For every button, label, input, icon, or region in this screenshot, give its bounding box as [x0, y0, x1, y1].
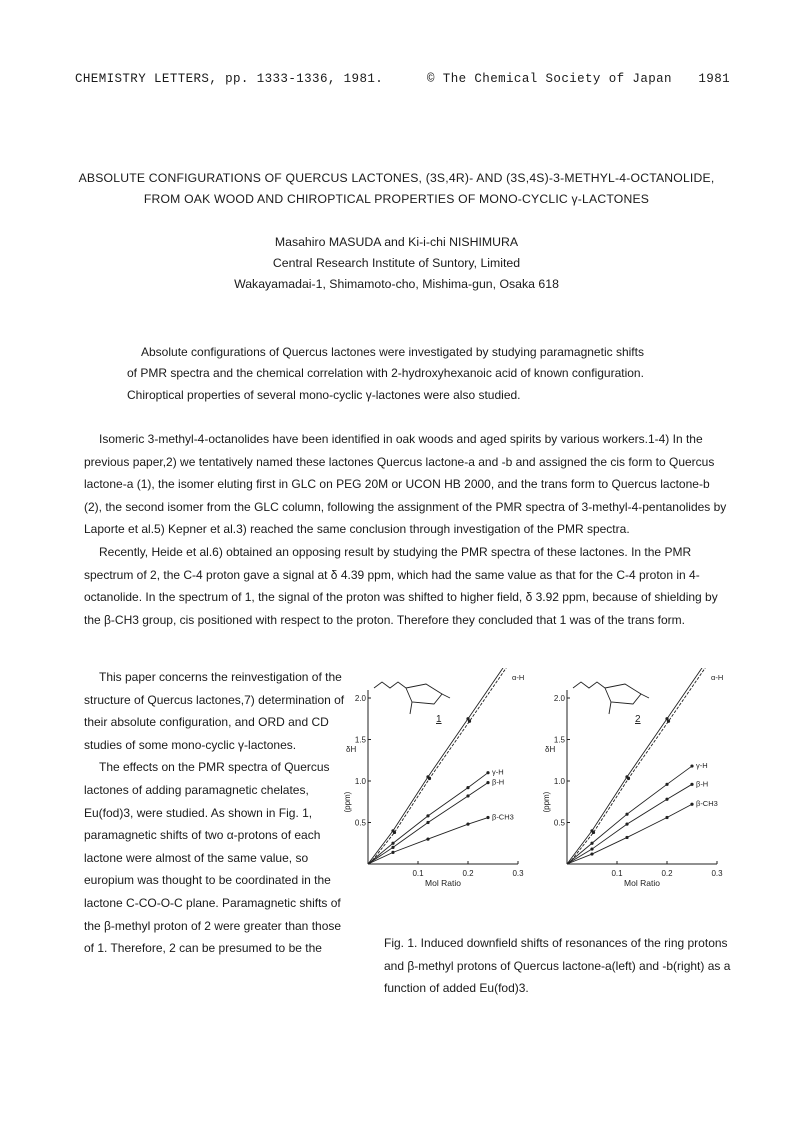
- data-point: [393, 831, 396, 834]
- data-point: [426, 838, 429, 841]
- y-tick-label: 1.0: [354, 777, 366, 786]
- paragraph-1: Isomeric 3-methyl-4-octanolides have been identified in oak woods and aged spirits by various workers.1-4) In the previous paper,2) we tentatively named these lactones Quercus lactone-a and -b and assigned the cis form to Quercus lactone-a (1), the isomer eluting first in GLC on PEG 20M or UCON HB 2000, and the trans form to Quercus lactone-b (2), the second isomer from the GLC column, following the assignment of the PMR spectra of 3-methyl-4-pentanolides by Laporte et al.5) Kepner et al.3) reached the same conclusion through investigation of the PMR spectra.: [84, 432, 727, 537]
- y-tick-label: 1.0: [553, 777, 565, 786]
- y-tick-label: 1.5: [354, 735, 366, 745]
- compound-label: 1: [436, 714, 442, 725]
- data-point: [627, 777, 630, 780]
- y-axis-label-dh: δH: [545, 744, 556, 754]
- data-point: [665, 798, 668, 801]
- data-point: [592, 831, 595, 834]
- x-tick-label: 0.2: [661, 869, 673, 878]
- data-point: [486, 771, 489, 774]
- data-point: [466, 823, 469, 826]
- data-point: [625, 836, 628, 839]
- data-point: [391, 842, 394, 845]
- figure-panel-left: [338, 668, 538, 896]
- data-point: [667, 720, 670, 723]
- x-axis-label: Mol Ratio: [425, 878, 461, 888]
- compound-label: 2: [635, 714, 641, 725]
- title-line-2: FROM OAK WOOD AND CHIROPTICAL PROPERTIES OF MONO-CYCLIC γ-LACTONES: [143, 192, 650, 206]
- lactone-structure-icon: [573, 682, 649, 714]
- left-column: [84, 666, 352, 960]
- data-point: [426, 814, 429, 817]
- y-tick-label: 0.5: [553, 818, 565, 828]
- data-point: [665, 783, 668, 786]
- data-point: [625, 813, 628, 816]
- body-full-width: [84, 428, 729, 631]
- series-line: [368, 773, 488, 864]
- paragraph-2: Recently, Heide et al.6) obtained an opposing result by studying the PMR spectra of these lactones. In the PMR spectrum of 2, the C-4 proton gave a signal at δ 4.39 ppm, which had the same value as that for the C-4 proton in 4-octanolide. In the spectrum of 1, the signal of the proton was shifted to higher field, δ 3.92 ppm, because of shielding by the β-CH3 group, cis positioned with respect to the proton. Therefore they concluded that 1 was of the trans form.: [84, 544, 718, 627]
- abstract: [127, 342, 687, 406]
- carbonyl-bond: [641, 694, 649, 698]
- data-point: [590, 842, 593, 845]
- copyright: © The Chemical Society of Japan: [427, 72, 672, 86]
- paragraph-4: The effects on the PMR spectra of Quercus lactones of adding paramagnetic chelates, Eu(fod)3, were studied. As shown in Fig. 1, paramagnetic shifts of two α-protons of each lactone were almost of the same value, so europium was thought to be coordinated in the lactone C-CO-O-C plane. Paramagnetic shifts of the β-methyl proton of 2 were greater than those of 1. Therefore, 2 can be presumed to be the: [84, 760, 342, 956]
- methyl-bond: [609, 702, 611, 714]
- y-axis-label-unit: (ppm): [542, 791, 551, 813]
- data-point: [690, 764, 693, 767]
- data-point: [486, 781, 489, 784]
- figure-panel-right: [537, 668, 737, 896]
- series-label: β-CH3: [492, 812, 514, 822]
- lactone-ring: [406, 684, 442, 704]
- author-names: Masahiro MASUDA and Ki-i-chi NISHIMURA: [274, 235, 519, 249]
- data-point: [391, 851, 394, 854]
- data-point: [466, 786, 469, 789]
- year: 1981: [698, 72, 730, 86]
- y-tick-label: 2.0: [553, 694, 565, 703]
- x-tick-label: 0.3: [711, 869, 723, 878]
- x-axis-label: Mol Ratio: [624, 878, 660, 888]
- series-label: β-H: [492, 777, 505, 787]
- address: Wakayamadai-1, Shimamoto-cho, Mishima-gun, Osaka 618: [234, 277, 559, 291]
- data-point: [665, 816, 668, 819]
- paragraph-3: This paper concerns the reinvestigation of the structure of Quercus lactones,7) determination of their absolute configuration, and ORD and CD studies of some mono-cyclic γ-lactones.: [84, 670, 345, 752]
- figure-caption: Fig. 1. Induced downfield shifts of resonances of the ring protons and β-methyl protons of Quercus lactone-a(left) and -b(right) as a function of added Eu(fod)3.: [384, 936, 731, 995]
- x-tick-label: 0.3: [512, 869, 524, 878]
- data-point: [466, 794, 469, 797]
- series-label: α-H: [711, 673, 724, 682]
- alkyl-chain: [374, 682, 406, 688]
- data-point: [426, 821, 429, 824]
- series-line: [567, 804, 692, 864]
- lactone-ring: [605, 684, 641, 704]
- series-label: α-H: [512, 673, 525, 682]
- y-axis-label-dh: δH: [346, 744, 357, 754]
- y-tick-label: 1.5: [553, 735, 565, 745]
- data-point: [486, 816, 489, 819]
- x-tick-label: 0.2: [462, 869, 474, 878]
- series-label: β-H: [696, 779, 709, 789]
- series-line: [567, 784, 692, 864]
- methyl-bond: [410, 702, 412, 714]
- journal-citation: CHEMISTRY LETTERS, pp. 1333-1336, 1981.: [75, 72, 384, 86]
- y-tick-label: 0.5: [354, 818, 366, 828]
- y-tick-label: 2.0: [354, 694, 366, 703]
- series-line: [567, 766, 692, 864]
- abstract-line-3: Chiroptical properties of several mono-cyclic γ-lactones were also studied.: [127, 387, 521, 402]
- series-label: β-CH3: [696, 799, 718, 809]
- data-point: [391, 846, 394, 849]
- series-label: γ-H: [696, 761, 708, 771]
- affiliation: Central Research Institute of Suntory, Limited: [272, 256, 521, 270]
- abstract-line-1: Absolute configurations of Quercus lactones were investigated by studying paramagnetic shifts: [141, 345, 644, 359]
- title-line-1: ABSOLUTE CONFIGURATIONS OF QUERCUS LACTONES, (3S,4R)- AND (3S,4S)-3-METHYL-4-OCTANOLIDE,: [78, 171, 715, 185]
- data-point: [590, 847, 593, 850]
- y-axis-label-unit: (ppm): [343, 791, 352, 813]
- data-point: [690, 803, 693, 806]
- data-point: [590, 852, 593, 855]
- carbonyl-bond: [442, 694, 450, 698]
- data-point: [690, 783, 693, 786]
- series-label: γ-H: [492, 767, 504, 777]
- author-block: [100, 232, 693, 295]
- lactone-structure-icon: [374, 682, 450, 714]
- abstract-line-2: of PMR spectra and the chemical correlation with 2-hydroxyhexanoic acid of known configuration.: [127, 366, 644, 381]
- x-tick-label: 0.1: [611, 869, 623, 878]
- x-tick-label: 0.1: [412, 869, 424, 878]
- paper-title: [60, 168, 733, 210]
- data-point: [625, 823, 628, 826]
- alkyl-chain: [573, 682, 605, 688]
- data-point: [428, 777, 431, 780]
- data-point: [468, 720, 471, 723]
